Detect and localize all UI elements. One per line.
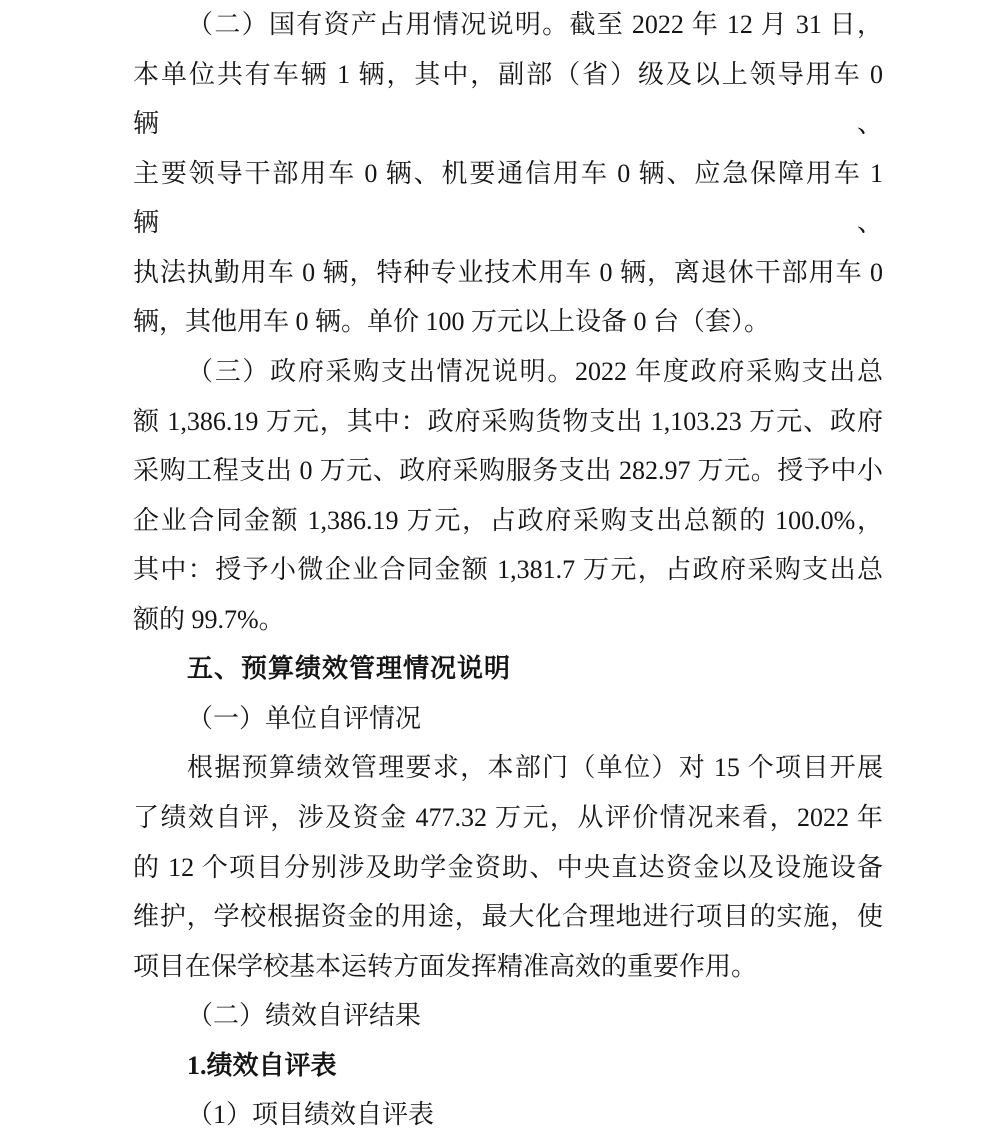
body-line: 额的 99.7%。 [133, 604, 285, 634]
subsection-heading: （二）绩效自评结果 [187, 1001, 422, 1031]
body-line: 项目在保学校基本运转方面发挥精准高效的重要作用。 [133, 951, 758, 981]
self-evaluation-result-subheading [133, 991, 883, 1041]
body-line: （二）国有资产占用情况说明。截至 2022 年 12 月 31 日， [187, 10, 883, 39]
self-evaluation-paragraph [133, 743, 883, 991]
performance-table-heading [133, 1041, 883, 1091]
project-performance-table-subheading [133, 1090, 883, 1140]
state-owned-assets-paragraph [133, 0, 883, 347]
body-line: 维护，学校根据资金的用途，最大化合理地进行项目的实施，使 [133, 902, 883, 932]
government-procurement-paragraph [133, 347, 883, 644]
body-line: 采购工程支出 0 万元、政府采购服务支出 282.97 万元。授予中小 [133, 456, 883, 486]
body-line: 的 12 个项目分别涉及助学金资助、中央直达资金以及设施设备 [133, 852, 883, 882]
body-line: 额 1,386.19 万元，其中：政府采购货物支出 1,103.23 万元、政府 [133, 406, 883, 436]
body-line: （三）政府采购支出情况说明。2022 年度政府采购支出总 [187, 356, 883, 386]
subsection-heading: （一）单位自评情况 [187, 703, 422, 733]
self-evaluation-subheading [133, 694, 883, 744]
section-heading: 五、预算绩效管理情况说明 [187, 653, 512, 684]
body-line: 辆，其他用车 0 辆。单价 100 万元以上设备 0 台（套）。 [133, 307, 771, 337]
document-body [133, 0, 883, 1140]
body-line: 根据预算绩效管理要求，本部门（单位）对 15 个项目开展 [187, 753, 883, 783]
body-line: 其中：授予小微企业合同金额 1,381.7 万元，占政府采购支出总 [133, 555, 883, 585]
section-heading: 1.绩效自评表 [187, 1050, 337, 1080]
body-line: 执法执勤用车 0 辆，特种专业技术用车 0 辆，离退休干部用车 0 [133, 257, 883, 287]
body-line: 企业合同金额 1,386.19 万元，占政府采购支出总额的 100.0%， [133, 505, 883, 535]
body-line: 主要领导干部用车 0 辆、机要通信用车 0 辆、应急保障用车 1 辆、 [133, 158, 883, 238]
body-line: 了绩效自评，涉及资金 477.32 万元，从评价情况来看，2022 年 [133, 803, 883, 832]
section-5-heading [133, 644, 883, 694]
body-line: 本单位共有车辆 1 辆，其中，副部（省）级及以上领导用车 0 辆、 [133, 59, 883, 139]
subsection-heading: （1）项目绩效自评表 [187, 1100, 435, 1130]
